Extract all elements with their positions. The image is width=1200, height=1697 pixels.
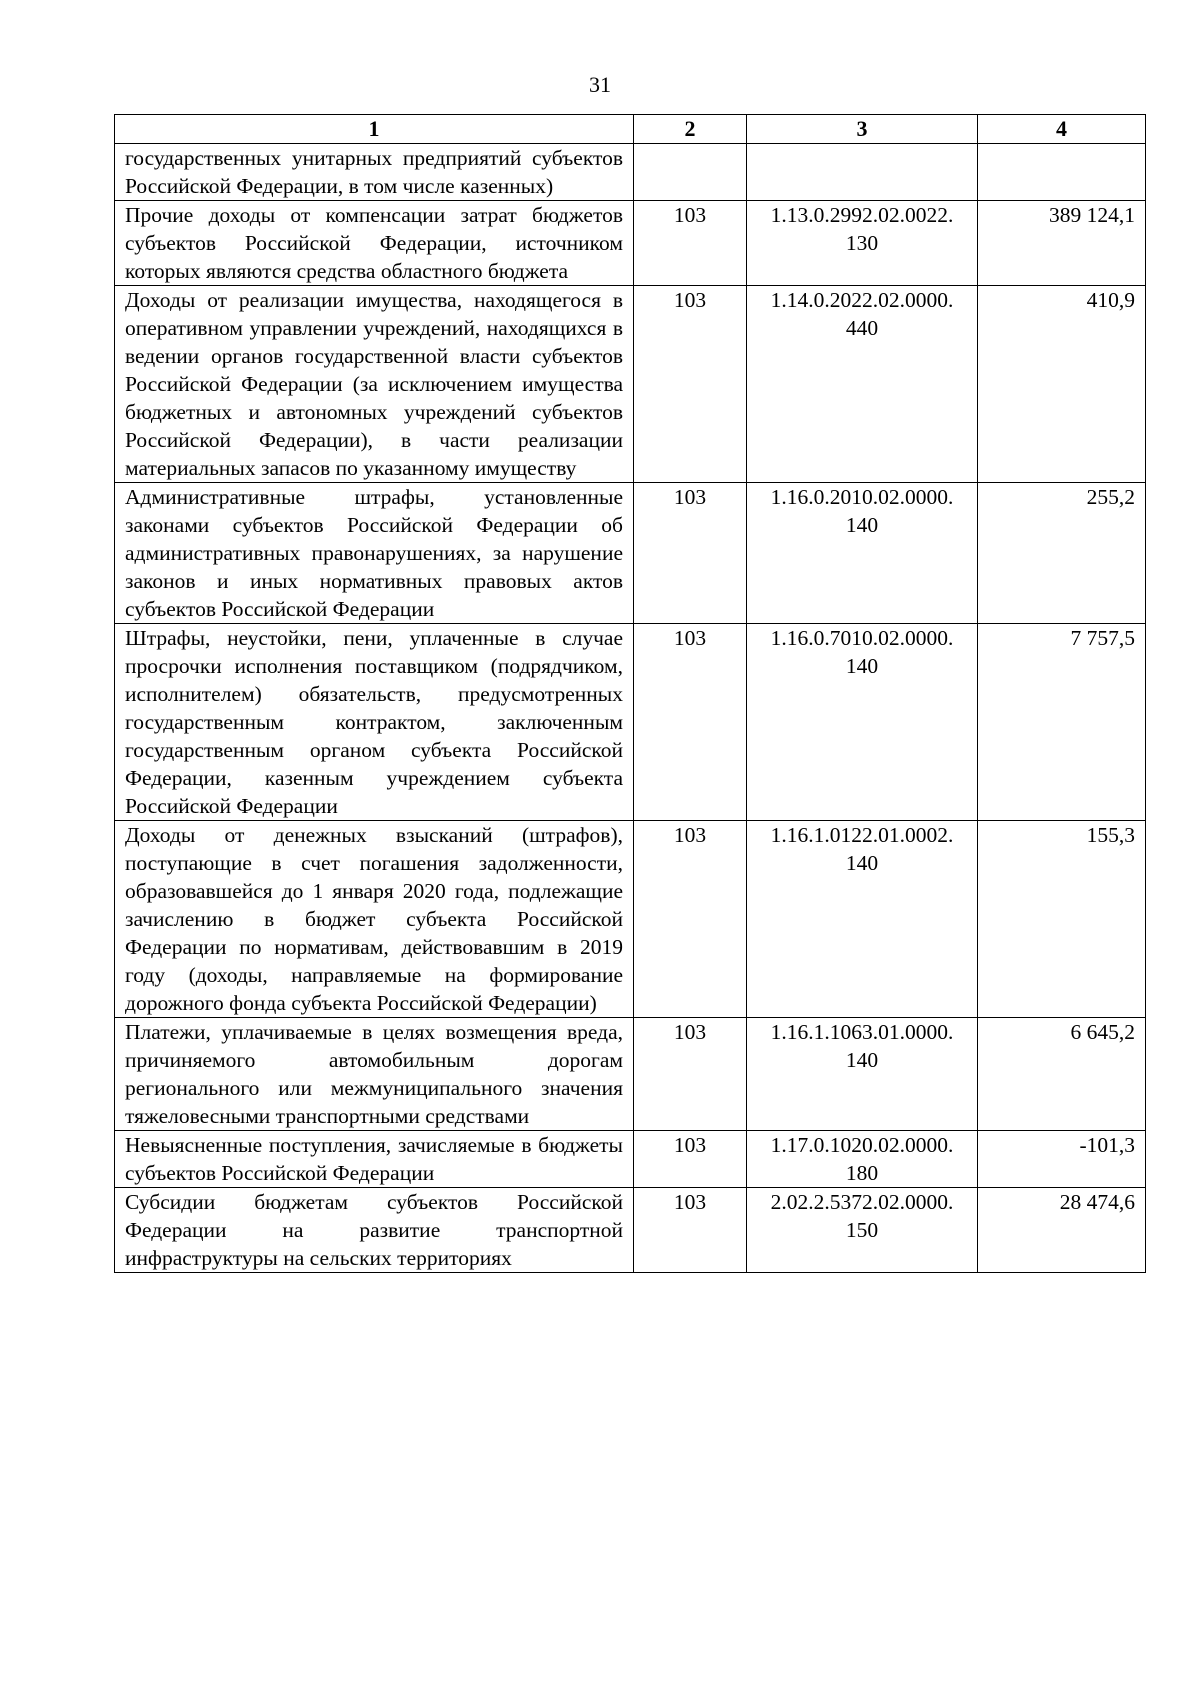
row-classification-code: 1.16.0.2010.02.0000. 140: [747, 483, 978, 624]
budget-revenue-table: [114, 114, 1146, 1273]
page-number: 31: [589, 72, 611, 97]
row-description: Невыясненные поступления, зачисляемые в бюджеты субъектов Российской Федерации: [115, 1131, 634, 1188]
table-row: [115, 1131, 1146, 1188]
row-classification-code: 1.17.0.1020.02.0000. 180: [747, 1131, 978, 1188]
row-amount: [978, 144, 1146, 201]
row-admin-code: 103: [634, 1131, 747, 1188]
row-classification-code: [747, 144, 978, 201]
row-description: Административные штрафы, установленные законами субъектов Российской Федерации об административных правонарушениях, за нарушение законов и иных нормативных правовых актов субъектов Российской Федерации: [115, 483, 634, 624]
column-header-4: 4: [978, 115, 1146, 144]
table-row: [115, 1188, 1146, 1273]
table-row: [115, 821, 1146, 1018]
row-admin-code: 103: [634, 286, 747, 483]
table-row: [115, 1018, 1146, 1131]
column-header-3: 3: [747, 115, 978, 144]
row-admin-code: 103: [634, 483, 747, 624]
row-amount: 410,9: [978, 286, 1146, 483]
row-description: государственных унитарных предприятий субъектов Российской Федерации, в том числе казенных): [115, 144, 634, 201]
row-classification-code: 1.16.0.7010.02.0000. 140: [747, 624, 978, 821]
column-header-2: 2: [634, 115, 747, 144]
row-amount: 155,3: [978, 821, 1146, 1018]
row-description: Платежи, уплачиваемые в целях возмещения вреда, причиняемого автомобильным дорогам регионального или межмуниципального значения тяжеловесными транспортными средствами: [115, 1018, 634, 1131]
row-admin-code: 103: [634, 821, 747, 1018]
row-classification-code: 1.16.1.0122.01.0002. 140: [747, 821, 978, 1018]
row-classification-code: 1.13.0.2992.02.0022. 130: [747, 201, 978, 286]
row-amount: 389 124,1: [978, 201, 1146, 286]
table-row: [115, 624, 1146, 821]
table-row: [115, 144, 1146, 201]
row-description: Прочие доходы от компенсации затрат бюджетов субъектов Российской Федерации, источником которых являются средства областного бюджета: [115, 201, 634, 286]
row-description: Штрафы, неустойки, пени, уплаченные в случае просрочки исполнения поставщиком (подрядчиком, исполнителем) обязательств, предусмотренных государственным контрактом, заключенным государственным органом субъекта Российской Федерации, казенным учреждением субъекта Российской Федерации: [115, 624, 634, 821]
row-classification-code: 2.02.2.5372.02.0000. 150: [747, 1188, 978, 1273]
row-admin-code: 103: [634, 201, 747, 286]
row-classification-code: 1.14.0.2022.02.0000. 440: [747, 286, 978, 483]
row-description: Доходы от денежных взысканий (штрафов), поступающие в счет погашения задолженности, образовавшейся до 1 января 2020 года, подлежащие зачислению в бюджет субъекта Российской Федерации по нормативам, действовавшим в 2019 году (доходы, направляемые на формирование дорожного фонда субъекта Российской Федерации): [115, 821, 634, 1018]
row-description: Доходы от реализации имущества, находящегося в оперативном управлении учреждений, находящихся в ведении органов государственной власти субъектов Российской Федерации (за исключением имущества бюджетных и автономных учреждений субъектов Российской Федерации), в части реализации материальных запасов по указанному имуществу: [115, 286, 634, 483]
row-admin-code: [634, 144, 747, 201]
column-header-1: 1: [115, 115, 634, 144]
table-row: [115, 483, 1146, 624]
row-amount: 28 474,6: [978, 1188, 1146, 1273]
row-amount: 255,2: [978, 483, 1146, 624]
row-amount: -101,3: [978, 1131, 1146, 1188]
table-row: [115, 201, 1146, 286]
row-admin-code: 103: [634, 1018, 747, 1131]
table-header-row: [115, 115, 1146, 144]
row-description: Субсидии бюджетам субъектов Российской Федерации на развитие транспортной инфраструктуры на сельских территориях: [115, 1188, 634, 1273]
row-amount: 6 645,2: [978, 1018, 1146, 1131]
row-classification-code: 1.16.1.1063.01.0000. 140: [747, 1018, 978, 1131]
row-amount: 7 757,5: [978, 624, 1146, 821]
row-admin-code: 103: [634, 624, 747, 821]
table-row: [115, 286, 1146, 483]
row-admin-code: 103: [634, 1188, 747, 1273]
